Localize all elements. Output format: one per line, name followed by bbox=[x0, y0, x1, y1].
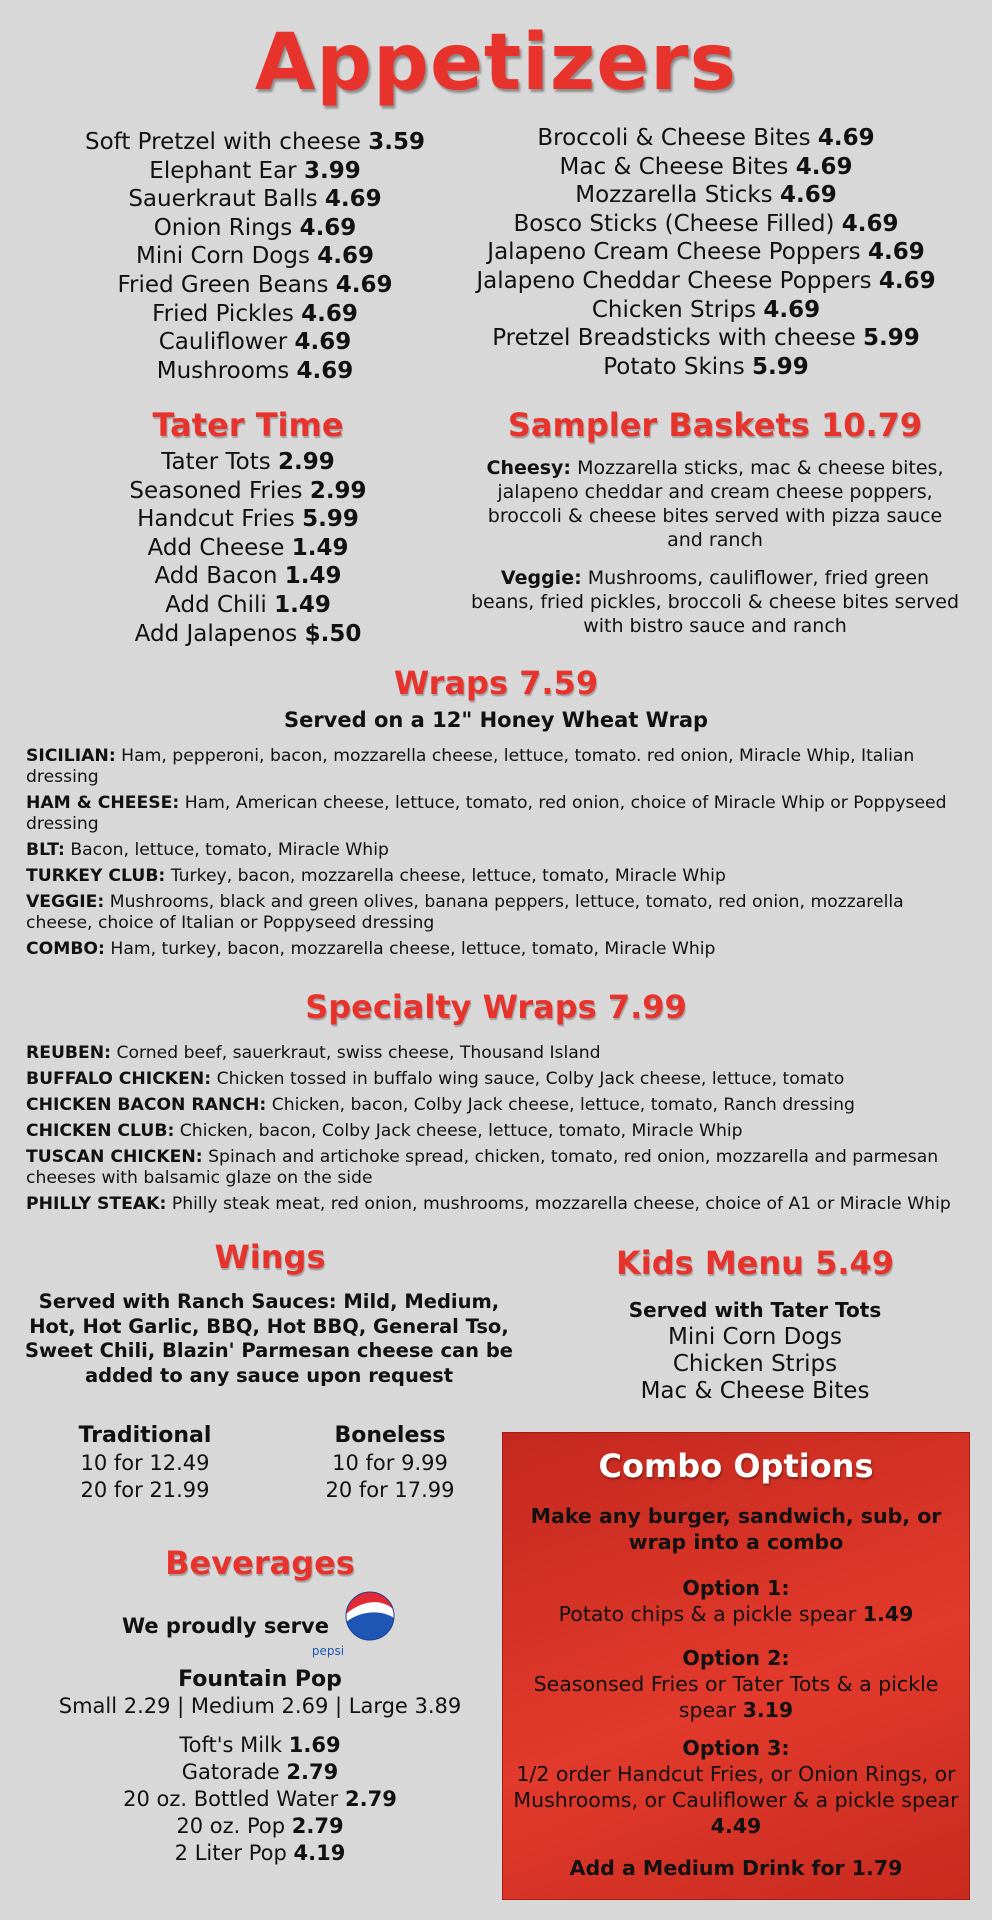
veggie-label: Veggie: bbox=[500, 567, 582, 589]
boneless-label: Boneless bbox=[334, 1423, 446, 1448]
menu-item: Onion Rings 4.69 bbox=[153, 214, 357, 241]
menu-item: Jalapeno Cream Cheese Poppers 4.69 bbox=[487, 239, 925, 266]
wrap-item: REUBEN: Corned beef, sauerkraut, swiss cheese, Thousand Island bbox=[26, 1043, 601, 1063]
sampler-veggie bbox=[470, 566, 960, 638]
wrap-item: TURKEY CLUB: Turkey, bacon, mozzarella cheese, lettuce, tomato, Miracle Whip bbox=[26, 866, 726, 886]
combo-intro: Make any burger, sandwich, sub, or wrap into a combo bbox=[530, 1504, 942, 1554]
wrap-item: COMBO: Ham, turkey, bacon, mozzarella cheese, lettuce, tomato, Miracle Whip bbox=[26, 939, 716, 959]
kids-menu-heading: Kids Menu 5.49 bbox=[615, 1244, 895, 1282]
option-text: Seasonsed Fries or Tater Tots & a pickle spear 3.19 bbox=[533, 1672, 939, 1722]
menu-item: Add Bacon 1.49 bbox=[154, 563, 342, 590]
cheesy-label: Cheesy: bbox=[486, 457, 572, 479]
menu-item: Seasoned Fries 2.99 bbox=[129, 477, 367, 504]
traditional-label: Traditional bbox=[78, 1423, 212, 1448]
menu-item: Jalapeno Cheddar Cheese Poppers 4.69 bbox=[476, 267, 936, 294]
tater-time-heading: Tater Time bbox=[152, 406, 344, 444]
menu-item: Bosco Sticks (Cheese Filled) 4.69 bbox=[513, 210, 899, 237]
beverage-list bbox=[20, 1732, 500, 1867]
wings-boneless bbox=[285, 1422, 495, 1504]
sampler-cheesy bbox=[470, 456, 960, 552]
combo-option-2 bbox=[513, 1645, 959, 1723]
wings-traditional bbox=[40, 1422, 250, 1504]
combo-option-1 bbox=[513, 1575, 959, 1627]
menu-item: Potato Skins 5.99 bbox=[603, 353, 809, 380]
beverages-heading: Beverages bbox=[165, 1544, 355, 1582]
proudly-serve-text: We proudly serve bbox=[121, 1614, 329, 1638]
cheesy-text: Mozzarella sticks, mac & cheese bites, jalapeno cheddar and cream cheese poppers, broccoli & cheese bites served with pizza sauce and ranch bbox=[487, 457, 944, 551]
wrap-item: BUFFALO CHICKEN: Chicken tossed in buffalo wing sauce, Colby Jack cheese, lettuce, tomato bbox=[26, 1069, 845, 1089]
menu-item: Chicken Strips bbox=[672, 1351, 838, 1377]
menu-item: Mac & Cheese Bites bbox=[640, 1378, 870, 1404]
menu-item: Mushrooms 4.69 bbox=[156, 357, 354, 384]
wings-heading: Wings bbox=[214, 1238, 326, 1276]
proudly-serve bbox=[20, 1588, 500, 1658]
menu-item: Add Jalapenos $.50 bbox=[134, 620, 362, 647]
menu-item: Mini Corn Dogs 4.69 bbox=[135, 243, 374, 270]
sampler-heading: Sampler Baskets 10.79 bbox=[507, 406, 923, 444]
wrap-item: BLT: Bacon, lettuce, tomato, Miracle Whip bbox=[26, 840, 389, 860]
wrap-item: CHICKEN BACON RANCH: Chicken, bacon, Colby Jack cheese, lettuce, tomato, Ranch dressing bbox=[26, 1095, 855, 1115]
fountain-sizes: Small 2.29 | Medium 2.69 | Large 3.89 bbox=[58, 1694, 462, 1718]
page-title: Appetizers bbox=[254, 18, 738, 108]
menu-item: Cauliflower 4.69 bbox=[158, 329, 352, 356]
menu-item: Broccoli & Cheese Bites 4.69 bbox=[537, 125, 875, 151]
menu-item: 2 Liter Pop 4.19 bbox=[174, 1841, 346, 1865]
wing-price: 10 for 9.99 bbox=[332, 1451, 448, 1475]
option-label: Option 2: bbox=[682, 1646, 790, 1670]
wings-desc: Served with Ranch Sauces: Mild, Medium, Hot, Hot Garlic, BBQ, Hot BBQ, General Tso, Sweet Chili, Blazin' Parmesan cheese can be added to any sauce upon request bbox=[24, 1290, 514, 1387]
menu-item: Toft's Milk 1.69 bbox=[179, 1733, 341, 1757]
menu-item: Mini Corn Dogs bbox=[668, 1324, 842, 1350]
appetizers-left-list bbox=[20, 128, 490, 385]
combo-heading: Combo Options bbox=[598, 1447, 874, 1485]
menu-item: Handcut Fries 5.99 bbox=[137, 506, 359, 533]
menu-item: Soft Pretzel with cheese 3.59 bbox=[84, 129, 426, 155]
wrap-item: PHILLY STEAK: Philly steak meat, red onion, mushrooms, mozzarella cheese, choice of A1 or Miracle Whip bbox=[26, 1194, 951, 1214]
menu-item: Fried Green Beans 4.69 bbox=[117, 271, 393, 298]
combo-options-box bbox=[502, 1432, 970, 1900]
specialty-wraps-heading: Specialty Wraps 7.99 bbox=[305, 988, 687, 1026]
menu-item: Mozzarella Sticks 4.69 bbox=[575, 182, 837, 209]
wing-price: 10 for 12.49 bbox=[80, 1451, 210, 1475]
option-text: Potato chips & a pickle spear 1.49 bbox=[558, 1602, 914, 1626]
combo-drink: Add a Medium Drink for 1.79 bbox=[569, 1856, 903, 1880]
wrap-item: SICILIAN: Ham, pepperoni, bacon, mozzarella cheese, lettuce, tomato. red onion, Miracle Whip, Italian dressing bbox=[26, 746, 915, 787]
pepsi-wordmark: pepsi bbox=[311, 1644, 345, 1658]
wing-price: 20 for 21.99 bbox=[80, 1478, 210, 1502]
fountain-label: Fountain Pop bbox=[178, 1667, 342, 1692]
wraps-list bbox=[26, 746, 971, 965]
menu-item: Chicken Strips 4.69 bbox=[591, 296, 821, 323]
veggie-text: Mushrooms, cauliflower, fried green beans, fried pickles, broccoli & cheese bites served with bistro sauce and ranch bbox=[470, 567, 960, 637]
fountain-pop bbox=[20, 1666, 500, 1720]
menu-item: 20 oz. Bottled Water 2.79 bbox=[123, 1787, 397, 1811]
menu-item: Tater Tots 2.99 bbox=[161, 449, 335, 475]
wrap-item: TUSCAN CHICKEN: Spinach and artichoke spread, chicken, tomato, red onion, mozzarella and parmesan cheeses with balsamic glaze on the side bbox=[26, 1147, 939, 1188]
wing-price: 20 for 17.99 bbox=[325, 1478, 455, 1502]
tater-time-list bbox=[48, 448, 448, 648]
wraps-heading: Wraps 7.59 bbox=[393, 664, 599, 702]
menu-item: 20 oz. Pop 2.79 bbox=[176, 1814, 344, 1838]
option-label: Option 1: bbox=[682, 1576, 790, 1600]
menu-item: Add Chili 1.49 bbox=[165, 591, 331, 618]
combo-option-3 bbox=[513, 1735, 959, 1839]
menu-item: Pretzel Breadsticks with cheese 5.99 bbox=[492, 325, 920, 352]
menu-item: Add Cheese 1.49 bbox=[147, 534, 349, 561]
wraps-subheading: Served on a 12" Honey Wheat Wrap bbox=[283, 708, 709, 732]
option-text: 1/2 order Handcut Fries, or Onion Rings, or Mushrooms, or Cauliflower & a pickle spear 4.49 bbox=[513, 1762, 959, 1838]
wrap-item: CHICKEN CLUB: Chicken, bacon, Colby Jack cheese, lettuce, tomato, Miracle Whip bbox=[26, 1121, 743, 1141]
wrap-item: HAM & CHEESE: Ham, American cheese, lettuce, tomato, red onion, choice of Miracle Whip or Poppyseed dressing bbox=[26, 793, 947, 834]
kids-menu-list bbox=[520, 1296, 990, 1405]
option-label: Option 3: bbox=[682, 1736, 790, 1760]
wrap-item: VEGGIE: Mushrooms, black and green olives, banana peppers, lettuce, tomato, red onion, mozzarella cheese, choice of Italian or Poppyseed dressing bbox=[26, 892, 904, 933]
menu-item: Fried Pickles 4.69 bbox=[152, 300, 358, 327]
menu-item: Gatorade 2.79 bbox=[181, 1760, 339, 1784]
specialty-wraps-list bbox=[26, 1043, 971, 1220]
kids-sub: Served with Tater Tots bbox=[628, 1298, 882, 1322]
appetizers-right-list bbox=[430, 124, 982, 381]
menu-item: Sauerkraut Balls 4.69 bbox=[128, 186, 382, 213]
menu-item: Mac & Cheese Bites 4.69 bbox=[559, 153, 853, 180]
menu-item: Elephant Ear 3.99 bbox=[149, 157, 361, 184]
